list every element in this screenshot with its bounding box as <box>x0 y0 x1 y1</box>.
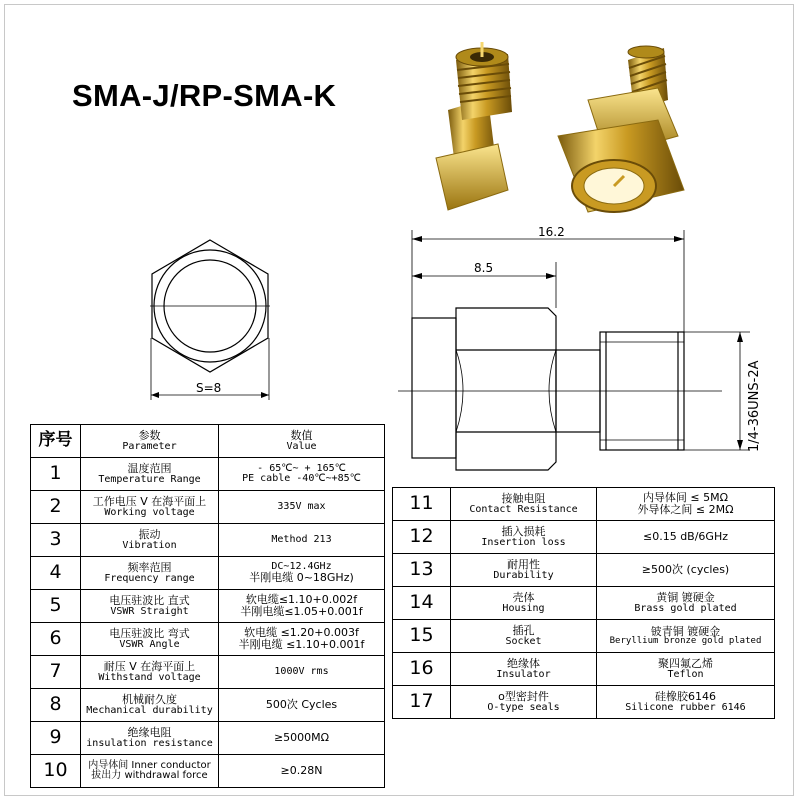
param-en: Insulator <box>496 668 551 680</box>
value-line-1: ≥5000MΩ <box>273 731 330 745</box>
row-index: 1 <box>49 462 62 485</box>
table-row <box>393 686 775 719</box>
row-index: 7 <box>49 660 62 683</box>
param-cn: 插入损耗 <box>501 524 546 538</box>
table-row <box>393 554 775 587</box>
hex-end-view <box>150 240 270 400</box>
value-line-1: 聚四氟乙烯 <box>658 656 713 670</box>
param-en: Contact Resistance <box>469 503 578 515</box>
param-cn: 内导体间 Inner conductor <box>88 759 211 771</box>
row-index: 12 <box>409 525 434 548</box>
value-line-1: 软电缆≤1.10+0.002f <box>245 593 358 607</box>
param-cn: 插孔 <box>512 623 535 637</box>
value-line-2: 半刚电缆 0~18GHz) <box>249 571 354 585</box>
param-cn: 电压驻波比 直式 <box>109 593 190 607</box>
value-line-1: 内导体间 ≤ 5MΩ <box>642 491 729 505</box>
table-row <box>31 689 385 722</box>
header-parameter: 参数 Parameter <box>81 425 219 458</box>
param-cn: 接触电阻 <box>501 491 546 505</box>
table-row <box>31 491 385 524</box>
param-cn: 电压驻波比 弯式 <box>109 626 190 640</box>
param-cn: o型密封件 <box>498 689 549 703</box>
header-value: 数值 Value <box>219 425 385 458</box>
header-index: 序号 <box>31 425 81 458</box>
value-line-1: DC~12.4GHz <box>271 560 332 572</box>
param-cn: 壳体 <box>512 590 535 604</box>
table-row <box>393 587 775 620</box>
param-en: Frequency range <box>104 572 195 584</box>
table-row <box>31 590 385 623</box>
param-en: Mechanical durability <box>86 704 213 716</box>
param-cn: 振动 <box>138 527 161 541</box>
value-line-1: - 65℃~ + 165℃ <box>257 462 346 474</box>
param-cn: 工作电压 V 在海平面上 <box>92 494 207 508</box>
param-en: VSWR Straight <box>110 605 189 617</box>
param-cn: 温度范围 <box>127 461 172 475</box>
value-line-1: 软电缆 ≤1.20+0.003f <box>244 626 359 640</box>
dim-half-label: 8.5 <box>474 261 494 275</box>
side-view <box>398 230 750 470</box>
row-index: 3 <box>49 528 62 551</box>
value-line-2: 半刚电缆≤1.05+0.001f <box>240 605 363 618</box>
value-line-1: 铍青铜 镀硬金 <box>650 624 721 638</box>
param-en: O-type seals <box>487 701 560 713</box>
row-index: 9 <box>49 726 62 749</box>
value-line-1: ≥0.28N <box>280 764 323 778</box>
value-line-2: PE cable -40℃~+85℃ <box>242 473 361 484</box>
row-index: 4 <box>49 561 62 584</box>
value-line-1: ≥500次 (cycles) <box>641 563 730 577</box>
param-en: 拔出力 withdrawal force <box>91 770 208 781</box>
value-line-1: ≤0.15 dB/6GHz <box>642 530 728 544</box>
table-row <box>31 755 385 788</box>
row-index: 17 <box>409 690 434 713</box>
value-line-1: Method 213 <box>271 533 332 545</box>
table-row <box>31 623 385 656</box>
value-line-2: Teflon <box>667 668 704 680</box>
spec-table-right <box>392 487 775 719</box>
param-cn: 耐用性 <box>507 557 540 571</box>
value-line-2: 外导体之间 ≤ 2MΩ <box>637 503 734 516</box>
param-en: Housing <box>502 602 545 614</box>
value-line-1: 硅橡胶6146 <box>655 689 716 703</box>
param-en: Withstand voltage <box>98 671 201 683</box>
value-line-1: 1000V rms <box>274 665 329 677</box>
param-en: Vibration <box>122 539 177 551</box>
param-cn: 频率范围 <box>127 560 172 574</box>
param-en: Insertion loss <box>481 536 566 548</box>
row-index: 11 <box>409 492 434 515</box>
param-en: insulation resistance <box>86 737 213 749</box>
row-index: 10 <box>43 759 68 782</box>
value-line-2: Beryllium bronze gold plated <box>609 636 762 647</box>
table-row <box>393 521 775 554</box>
param-en: Durability <box>493 569 554 581</box>
param-cn: 耐压 V 在海平面上 <box>103 659 196 673</box>
table-row <box>393 488 775 521</box>
table-row <box>31 557 385 590</box>
row-index: 2 <box>49 495 62 518</box>
value-line-1: 335V max <box>277 500 326 512</box>
row-index: 8 <box>49 693 62 716</box>
value-line-2: Brass gold plated <box>634 602 737 614</box>
table-row <box>393 653 775 686</box>
table-row <box>31 524 385 557</box>
param-en: VSWR Angle <box>119 638 180 650</box>
table-row <box>31 722 385 755</box>
table-row <box>31 656 385 689</box>
value-line-1: 黄铜 镀硬金 <box>656 590 715 604</box>
row-index: 5 <box>49 594 62 617</box>
hex-size-label: S=8 <box>196 381 222 395</box>
value-line-2: Silicone rubber 6146 <box>625 701 746 713</box>
param-cn: 绝缘电阻 <box>127 725 172 739</box>
row-index: 6 <box>49 627 62 650</box>
param-cn: 机械耐久度 <box>122 692 177 706</box>
value-line-2: 半刚电缆 ≤1.10+0.001f <box>238 638 365 651</box>
row-index: 15 <box>409 624 434 647</box>
param-en: Temperature Range <box>98 473 201 485</box>
spec-table-left <box>30 424 385 788</box>
row-index: 16 <box>409 657 434 680</box>
dim-total-label: 16.2 <box>538 225 565 239</box>
param-en: Working voltage <box>104 506 195 518</box>
product-title: SMA-J/RP-SMA-K <box>72 78 337 113</box>
thread-label: 1/4-36UNS-2A <box>747 360 762 452</box>
value-line-1: 500次 Cycles <box>265 698 338 712</box>
row-index: 13 <box>409 558 434 581</box>
param-en: Socket <box>505 635 542 647</box>
table-row <box>31 458 385 491</box>
table-row <box>393 620 775 653</box>
table-header-row <box>31 425 385 458</box>
param-cn: 绝缘体 <box>507 656 540 670</box>
row-index: 14 <box>409 591 434 614</box>
